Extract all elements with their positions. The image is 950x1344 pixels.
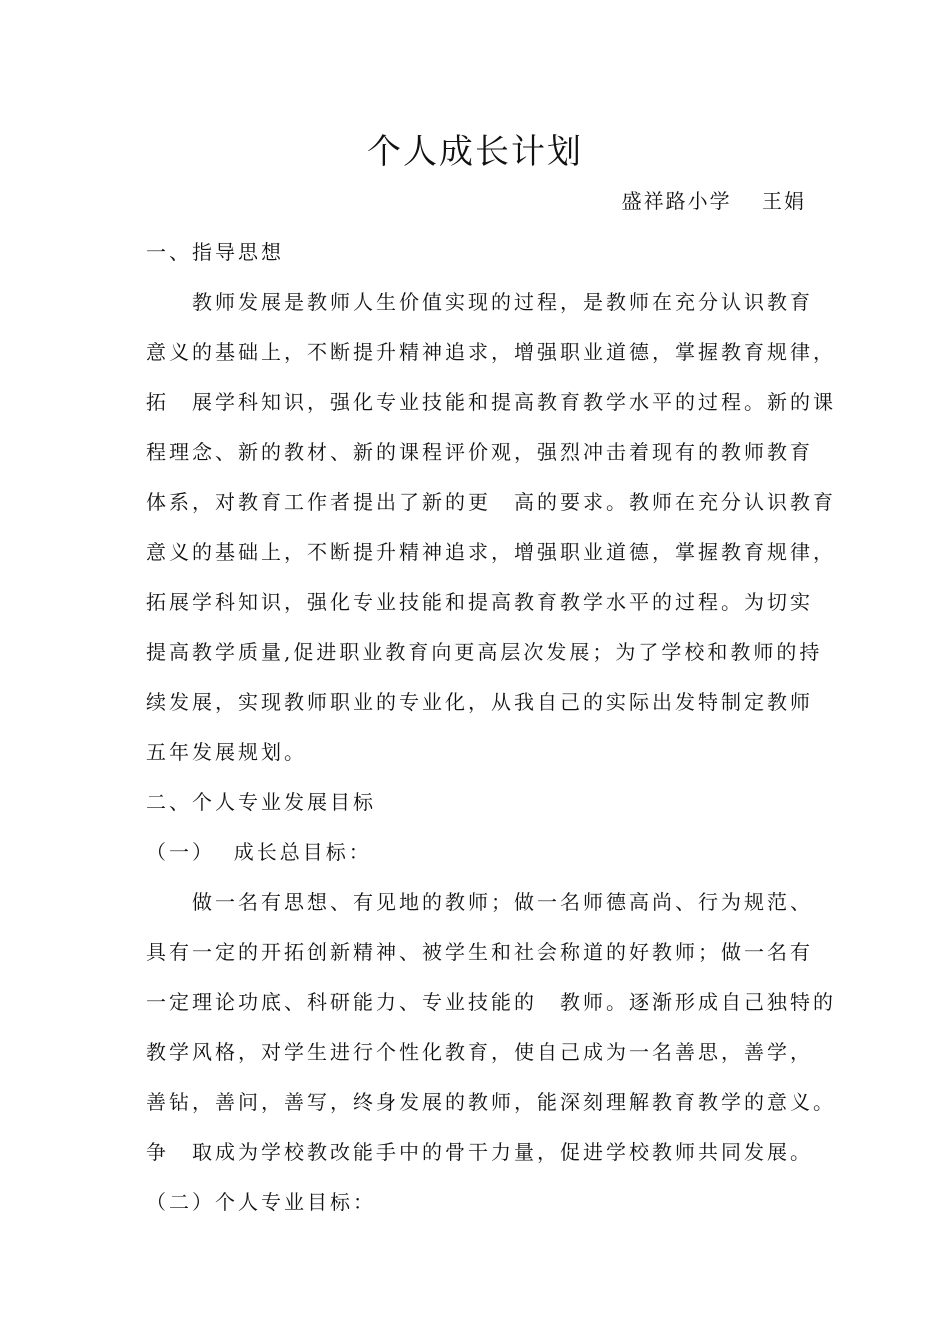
paragraph-line: 五年发展规划。 <box>146 740 307 764</box>
paragraph-line: 拓 展学科知识，强化专业技能和提高教育教学水平的过程。新的课 <box>146 390 836 414</box>
paragraph-line: 体系，对教育工作者提出了新的更 高的要求。教师在充分认识教育 <box>146 490 836 514</box>
paragraph-line: 意义的基础上，不断提升精神追求，增强职业道德，掌握教育规律， <box>146 340 836 364</box>
paragraph-line: 争 取成为学校教改能手中的骨干力量，促进学校教师共同发展。 <box>146 1140 813 1164</box>
paragraph-line: 程理念、新的教材、新的课程评价观，强烈冲击着现有的教师教育 <box>146 440 813 464</box>
subsection-heading-personal-goal: （二）个人专业目标： <box>146 1190 376 1214</box>
section-heading-professional-goals: 二、个人专业发展目标 <box>146 790 376 814</box>
paragraph-line: 意义的基础上，不断提升精神追求，增强职业道德，掌握教育规律， <box>146 540 836 564</box>
paragraph-line: 提高教学质量,促进职业教育向更高层次发展；为了学校和教师的持 <box>146 640 823 664</box>
paragraph-line: 教学风格，对学生进行个性化教育，使自己成为一名善思，善学， <box>146 1040 813 1064</box>
author-line: 盛祥路小学 王娟 <box>621 189 806 213</box>
paragraph-line: 一定理论功底、科研能力、专业技能的 教师。逐渐形成自己独特的 <box>146 990 836 1014</box>
section-heading-guiding-thought: 一、指导思想 <box>146 240 284 264</box>
paragraph-line: 续发展，实现教师职业的专业化，从我自己的实际出发特制定教师 <box>146 690 813 714</box>
document-title: 个人成长计划 <box>367 132 583 172</box>
subsection-heading-overall-goal: （一） 成长总目标： <box>146 840 372 864</box>
paragraph-line: 做一名有思想、有见地的教师；做一名师德高尚、行为规范、 <box>192 890 813 914</box>
paragraph-line: 教师发展是教师人生价值实现的过程，是教师在充分认识教育 <box>192 290 813 314</box>
paragraph-line: 善钻，善问，善写，终身发展的教师，能深刻理解教育教学的意义。 <box>146 1090 836 1114</box>
paragraph-line: 拓展学科知识，强化专业技能和提高教育教学水平的过程。为切实 <box>146 590 813 614</box>
paragraph-line: 具有一定的开拓创新精神、被学生和社会称道的好教师；做一名有 <box>146 940 813 964</box>
